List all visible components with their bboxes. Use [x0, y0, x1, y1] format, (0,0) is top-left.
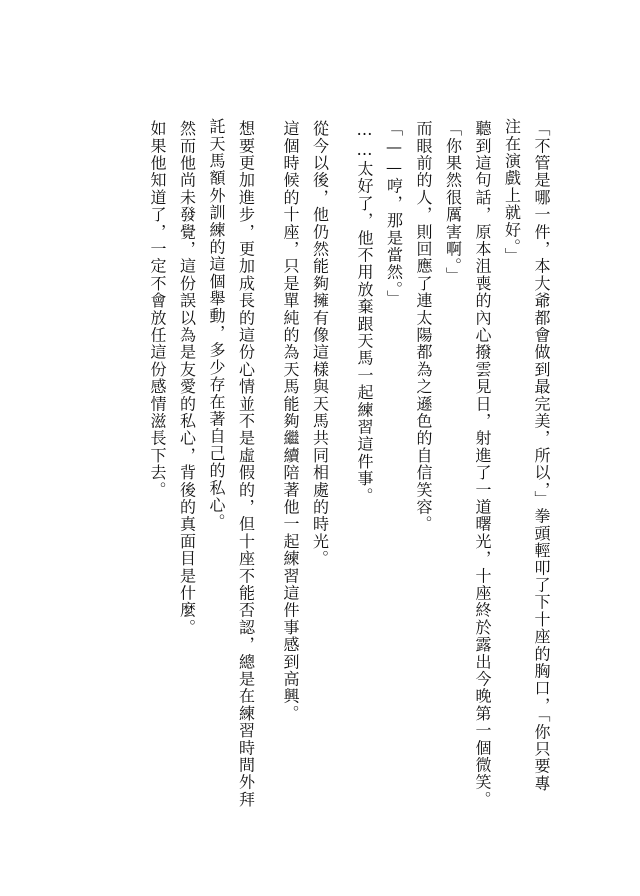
paragraph-6: ……太好了，他不用放棄跟天馬一起練習這件事。 — [355, 120, 374, 505]
paragraph-2: 聽到這句話，原本沮喪的內心撥雲見日，射進了一道曙光，十座終於露出今晚第一個微笑。 — [473, 120, 492, 808]
paragraph-11: 如果他知道了，一定不會放任這份感情滋長下去。 — [148, 120, 167, 499]
vertical-text-body — [143, 118, 557, 808]
paragraph-1: 「不管是哪一件，本大爺都會做到最完美，所以，」拳頭輕叩了下十座的胸口，「你只要專注在演戲上就好。」 — [502, 118, 551, 792]
paragraph-10: 然而他尚未發覺，這份誤以為是友愛的私心，背後的真面目是什麼。 — [177, 120, 197, 636]
paragraph-7: 從今以後，他仍然能夠擁有像這樣與天馬共同相處的時光。 — [310, 120, 330, 568]
paragraph-3: 「你果然很厲害啊。」 — [443, 120, 463, 284]
paragraph-8: 這個時候的十座，只是單純的為天馬能夠繼續陪著他一起練習這件事感到高興。 — [281, 120, 300, 722]
paragraph-9: 想要更加進步，更加成長的這份心情並不是虛假的，但十座不能否認，總是在練習時間外拜託天馬額外訓練的這個舉動，多少存在著自己的私心。 — [207, 118, 256, 808]
paragraph-5: 「——哼，那是當然。」 — [384, 120, 404, 308]
paragraph-4: 而眼前的人，則回應了連太陽都為之遜色的自信笑容。 — [414, 120, 433, 533]
